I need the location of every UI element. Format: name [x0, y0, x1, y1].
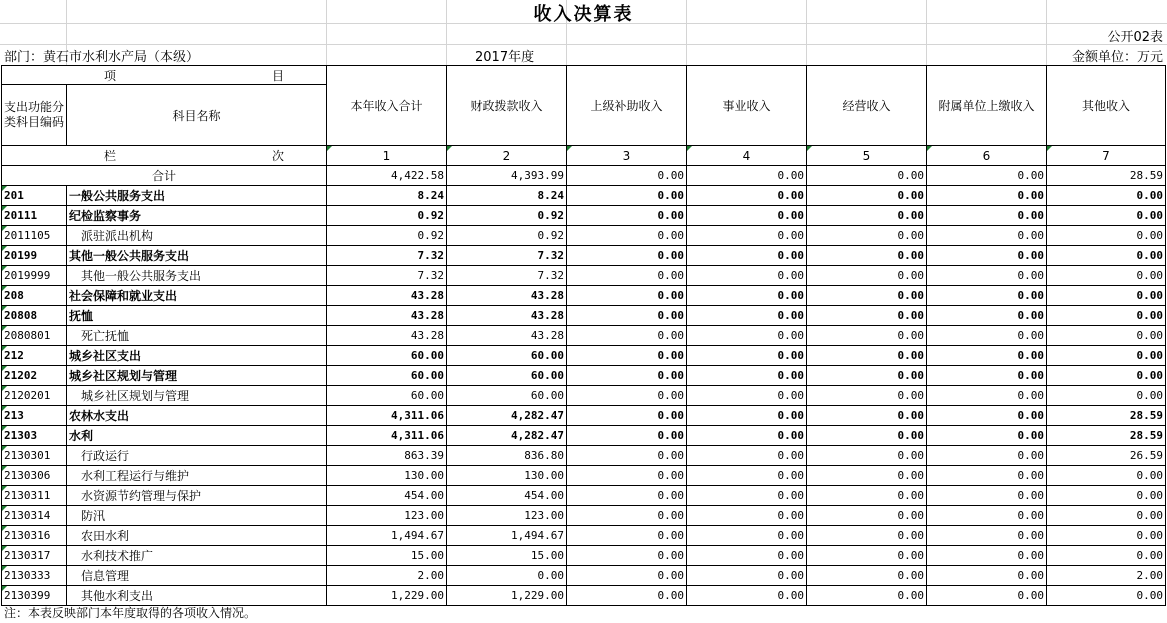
row-name: 城乡社区规划与管理 — [67, 366, 327, 386]
row-value: 0.00 — [807, 366, 927, 386]
row-value: 0.00 — [687, 486, 807, 506]
row-value: 0.00 — [687, 506, 807, 526]
row-value: 0.00 — [567, 466, 687, 486]
row-value: 0.00 — [927, 346, 1047, 366]
row-value: 43.28 — [327, 326, 447, 346]
col-header: 财政拨款收入 — [447, 66, 567, 146]
row-value: 0.00 — [807, 246, 927, 266]
row-value: 1,494.67 — [447, 526, 567, 546]
row-name: 抚恤 — [67, 306, 327, 326]
row-value: 60.00 — [447, 366, 567, 386]
row-code: 2130314 — [2, 506, 67, 526]
row-value: 7.32 — [327, 246, 447, 266]
row-value: 4,311.06 — [327, 426, 447, 446]
row-code: 2130333 — [2, 566, 67, 586]
col-header: 经营收入 — [807, 66, 927, 146]
lanci-b: 次 — [271, 149, 284, 163]
row-value: 0.00 — [1047, 346, 1166, 366]
row-name: 纪检监察事务 — [67, 206, 327, 226]
row-code: 2130317 — [2, 546, 67, 566]
row-code: 2011105 — [2, 226, 67, 246]
row-value: 0.00 — [927, 306, 1047, 326]
total-value: 0.00 — [567, 166, 687, 186]
row-value: 0.00 — [567, 386, 687, 406]
row-value: 0.00 — [1047, 486, 1166, 506]
row-name: 水利工程运行与维护 — [67, 466, 327, 486]
row-value: 0.00 — [807, 186, 927, 206]
row-value: 4,282.47 — [447, 406, 567, 426]
row-name: 派驻派出机构 — [67, 226, 327, 246]
col-header: 附属单位上缴收入 — [927, 66, 1047, 146]
row-name: 防汛 — [67, 506, 327, 526]
row-value: 0.00 — [687, 566, 807, 586]
row-code: 208 — [2, 286, 67, 306]
row-name: 社会保障和就业支出 — [67, 286, 327, 306]
row-value: 836.80 — [447, 446, 567, 466]
table-row — [2, 566, 1166, 586]
row-value: 454.00 — [447, 486, 567, 506]
row-value: 0.00 — [687, 426, 807, 446]
footnote: 注：本表反映部门本年度取得的各项收入情况。 — [4, 606, 257, 620]
row-value: 0.00 — [807, 346, 927, 366]
col-num: 3 — [567, 146, 687, 166]
row-value: 0.00 — [927, 266, 1047, 286]
row-value: 0.00 — [687, 266, 807, 286]
row-code: 21303 — [2, 426, 67, 446]
row-value: 0.00 — [567, 446, 687, 466]
row-value: 0.00 — [927, 566, 1047, 586]
row-value: 0.00 — [567, 306, 687, 326]
row-code: 201 — [2, 186, 67, 206]
row-value: 0.00 — [687, 226, 807, 246]
col-num: 7 — [1047, 146, 1166, 166]
table-row — [2, 526, 1166, 546]
row-name: 水利技术推广 — [67, 546, 327, 566]
row-code: 212 — [2, 346, 67, 366]
lanci-a: 栏 — [104, 149, 117, 163]
row-value: 8.24 — [447, 186, 567, 206]
row-value: 2.00 — [1047, 566, 1166, 586]
col-num: 2 — [447, 146, 567, 166]
row-value: 0.00 — [1047, 306, 1166, 326]
row-value: 2.00 — [327, 566, 447, 586]
row-name: 其他水利支出 — [67, 586, 327, 606]
table-row — [2, 206, 1166, 226]
row-name: 水利 — [67, 426, 327, 446]
row-code: 2019999 — [2, 266, 67, 286]
row-value: 0.00 — [807, 506, 927, 526]
row-value: 0.00 — [807, 546, 927, 566]
row-value: 0.00 — [807, 306, 927, 326]
code-col-header: 支出功能分类科目编码 — [2, 85, 67, 146]
row-value: 0.00 — [927, 226, 1047, 246]
row-value: 0.00 — [687, 586, 807, 606]
row-code: 213 — [2, 406, 67, 426]
row-value: 1,494.67 — [327, 526, 447, 546]
table-row — [2, 186, 1166, 206]
row-value: 0.00 — [1047, 546, 1166, 566]
row-value: 0.00 — [927, 206, 1047, 226]
row-name: 城乡社区支出 — [67, 346, 327, 366]
row-value: 0.00 — [687, 186, 807, 206]
row-value: 0.00 — [807, 566, 927, 586]
row-code: 2130316 — [2, 526, 67, 546]
row-value: 0.00 — [567, 506, 687, 526]
row-code: 2120201 — [2, 386, 67, 406]
table-row — [2, 506, 1166, 526]
row-value: 0.00 — [567, 566, 687, 586]
report-title: 收入决算表 — [533, 4, 634, 25]
row-value: 0.00 — [687, 326, 807, 346]
row-value: 130.00 — [327, 466, 447, 486]
col-num: 1 — [327, 146, 447, 166]
row-code: 2130301 — [2, 446, 67, 466]
row-value: 0.00 — [687, 346, 807, 366]
row-value: 7.32 — [447, 246, 567, 266]
row-value: 0.00 — [1047, 466, 1166, 486]
row-value: 0.00 — [687, 546, 807, 566]
table-row — [2, 446, 1166, 466]
row-value: 0.00 — [1047, 506, 1166, 526]
item-a: 项 — [104, 68, 117, 83]
department-label: 部门：黄石市水利水产局（本级） — [4, 50, 200, 65]
row-code: 2130399 — [2, 586, 67, 606]
row-value: 0.00 — [687, 286, 807, 306]
table-row — [2, 386, 1166, 406]
row-value: 0.00 — [927, 286, 1047, 306]
row-value: 0.00 — [807, 266, 927, 286]
col-header: 上级补助收入 — [567, 66, 687, 146]
row-value: 0.00 — [567, 586, 687, 606]
row-value: 0.00 — [927, 186, 1047, 206]
table-row — [2, 286, 1166, 306]
row-code: 21202 — [2, 366, 67, 386]
row-value: 43.28 — [327, 306, 447, 326]
total-value: 28.59 — [1047, 166, 1166, 186]
row-value: 0.00 — [807, 286, 927, 306]
row-value: 0.00 — [807, 406, 927, 426]
row-value: 28.59 — [1047, 426, 1166, 446]
row-value: 0.00 — [927, 386, 1047, 406]
row-value: 0.00 — [927, 546, 1047, 566]
row-value: 0.00 — [687, 446, 807, 466]
row-value: 0.92 — [447, 206, 567, 226]
row-value: 28.59 — [1047, 406, 1166, 426]
row-value: 7.32 — [447, 266, 567, 286]
row-value: 0.00 — [687, 406, 807, 426]
row-code: 2130306 — [2, 466, 67, 486]
table-row — [2, 326, 1166, 346]
name-col-header: 科目名称 — [67, 85, 327, 146]
row-value: 0.00 — [567, 206, 687, 226]
row-value: 0.00 — [687, 206, 807, 226]
row-name: 信息管理 — [67, 566, 327, 586]
col-num: 4 — [687, 146, 807, 166]
row-value: 43.28 — [447, 326, 567, 346]
col-header: 事业收入 — [687, 66, 807, 146]
form-code: 公开02表 — [1107, 30, 1163, 45]
row-value: 60.00 — [327, 346, 447, 366]
row-value: 0.00 — [807, 586, 927, 606]
table-row — [2, 486, 1166, 506]
row-value: 0.00 — [1047, 526, 1166, 546]
row-value: 0.00 — [1047, 286, 1166, 306]
total-value: 0.00 — [927, 166, 1047, 186]
row-code: 2080801 — [2, 326, 67, 346]
row-value: 0.00 — [807, 386, 927, 406]
row-value: 0.00 — [687, 466, 807, 486]
row-code: 20111 — [2, 206, 67, 226]
income-table — [1, 65, 1166, 606]
row-value: 0.92 — [447, 226, 567, 246]
row-value: 1,229.00 — [327, 586, 447, 606]
row-code: 2130311 — [2, 486, 67, 506]
col-header: 本年收入合计 — [327, 66, 447, 146]
row-value: 60.00 — [447, 386, 567, 406]
row-value: 0.00 — [1047, 206, 1166, 226]
row-value: 0.00 — [927, 366, 1047, 386]
row-value: 7.32 — [327, 266, 447, 286]
row-value: 0.00 — [807, 426, 927, 446]
row-name: 其他一般公共服务支出 — [67, 266, 327, 286]
table-row — [2, 346, 1166, 366]
lanci-cell — [2, 146, 327, 166]
row-value: 60.00 — [327, 386, 447, 406]
total-label: 合计 — [2, 166, 327, 186]
header-row-item — [2, 66, 1166, 85]
row-value: 4,311.06 — [327, 406, 447, 426]
row-name: 农田水利 — [67, 526, 327, 546]
row-value: 0.00 — [927, 426, 1047, 446]
row-value: 26.59 — [1047, 446, 1166, 466]
row-value: 0.00 — [1047, 266, 1166, 286]
row-value: 8.24 — [327, 186, 447, 206]
row-value: 0.00 — [447, 566, 567, 586]
row-value: 0.00 — [567, 346, 687, 366]
row-value: 123.00 — [327, 506, 447, 526]
row-value: 0.00 — [927, 446, 1047, 466]
row-value: 15.00 — [327, 546, 447, 566]
row-value: 43.28 — [327, 286, 447, 306]
total-value: 4,393.99 — [447, 166, 567, 186]
row-value: 0.00 — [567, 426, 687, 446]
row-value: 0.00 — [927, 406, 1047, 426]
total-value: 4,422.58 — [327, 166, 447, 186]
item-header-cell — [2, 66, 327, 85]
row-value: 0.00 — [1047, 326, 1166, 346]
row-value: 0.92 — [327, 226, 447, 246]
year-label: 2017年度 — [475, 50, 535, 65]
row-value: 0.00 — [567, 226, 687, 246]
row-value: 0.00 — [687, 306, 807, 326]
row-value: 0.00 — [807, 206, 927, 226]
unit-label: 金额单位：万元 — [1071, 50, 1163, 65]
table-row — [2, 226, 1166, 246]
col-num: 5 — [807, 146, 927, 166]
table-row — [2, 466, 1166, 486]
row-value: 0.00 — [807, 486, 927, 506]
row-value: 0.00 — [687, 366, 807, 386]
row-value: 0.00 — [567, 526, 687, 546]
row-value: 4,282.47 — [447, 426, 567, 446]
row-value: 0.00 — [807, 226, 927, 246]
row-value: 0.00 — [927, 466, 1047, 486]
row-name: 死亡抚恤 — [67, 326, 327, 346]
row-value: 0.00 — [1047, 386, 1166, 406]
table-row — [2, 426, 1166, 446]
row-value: 15.00 — [447, 546, 567, 566]
row-value: 0.00 — [1047, 586, 1166, 606]
row-value: 0.00 — [567, 486, 687, 506]
row-value: 0.92 — [327, 206, 447, 226]
col-header: 其他收入 — [1047, 66, 1166, 146]
total-row — [2, 166, 1166, 186]
table-row — [2, 306, 1166, 326]
row-name: 城乡社区规划与管理 — [67, 386, 327, 406]
row-value: 60.00 — [447, 346, 567, 366]
total-value: 0.00 — [807, 166, 927, 186]
row-name: 农林水支出 — [67, 406, 327, 426]
row-value: 123.00 — [447, 506, 567, 526]
row-value: 0.00 — [567, 246, 687, 266]
row-value: 43.28 — [447, 286, 567, 306]
row-value: 0.00 — [567, 546, 687, 566]
row-value: 0.00 — [927, 246, 1047, 266]
row-code: 20808 — [2, 306, 67, 326]
table-row — [2, 366, 1166, 386]
row-value: 0.00 — [1047, 246, 1166, 266]
row-value: 0.00 — [567, 286, 687, 306]
col-num: 6 — [927, 146, 1047, 166]
row-value: 454.00 — [327, 486, 447, 506]
row-value: 0.00 — [687, 386, 807, 406]
header-row-lanci — [2, 146, 1166, 166]
row-value: 0.00 — [1047, 186, 1166, 206]
row-value: 0.00 — [687, 526, 807, 546]
row-value: 0.00 — [807, 326, 927, 346]
row-value: 0.00 — [927, 326, 1047, 346]
row-value: 0.00 — [567, 366, 687, 386]
table-row — [2, 246, 1166, 266]
row-value: 130.00 — [447, 466, 567, 486]
table-row — [2, 546, 1166, 566]
row-value: 60.00 — [327, 366, 447, 386]
row-value: 0.00 — [1047, 366, 1166, 386]
row-value: 0.00 — [807, 526, 927, 546]
row-value: 0.00 — [567, 266, 687, 286]
row-value: 0.00 — [567, 186, 687, 206]
row-name: 其他一般公共服务支出 — [67, 246, 327, 266]
row-value: 0.00 — [927, 486, 1047, 506]
table-row — [2, 586, 1166, 606]
row-value: 0.00 — [927, 586, 1047, 606]
row-value: 0.00 — [927, 506, 1047, 526]
item-b: 目 — [271, 68, 284, 83]
row-value: 1,229.00 — [447, 586, 567, 606]
row-name: 水资源节约管理与保护 — [67, 486, 327, 506]
row-value: 863.39 — [327, 446, 447, 466]
table-row — [2, 266, 1166, 286]
row-value: 0.00 — [567, 326, 687, 346]
total-value: 0.00 — [687, 166, 807, 186]
row-value: 0.00 — [567, 406, 687, 426]
table-row — [2, 406, 1166, 426]
row-code: 20199 — [2, 246, 67, 266]
row-name: 一般公共服务支出 — [67, 186, 327, 206]
row-value: 43.28 — [447, 306, 567, 326]
row-value: 0.00 — [927, 526, 1047, 546]
row-value: 0.00 — [807, 466, 927, 486]
row-value: 0.00 — [1047, 226, 1166, 246]
row-value: 0.00 — [687, 246, 807, 266]
row-name: 行政运行 — [67, 446, 327, 466]
row-value: 0.00 — [807, 446, 927, 466]
